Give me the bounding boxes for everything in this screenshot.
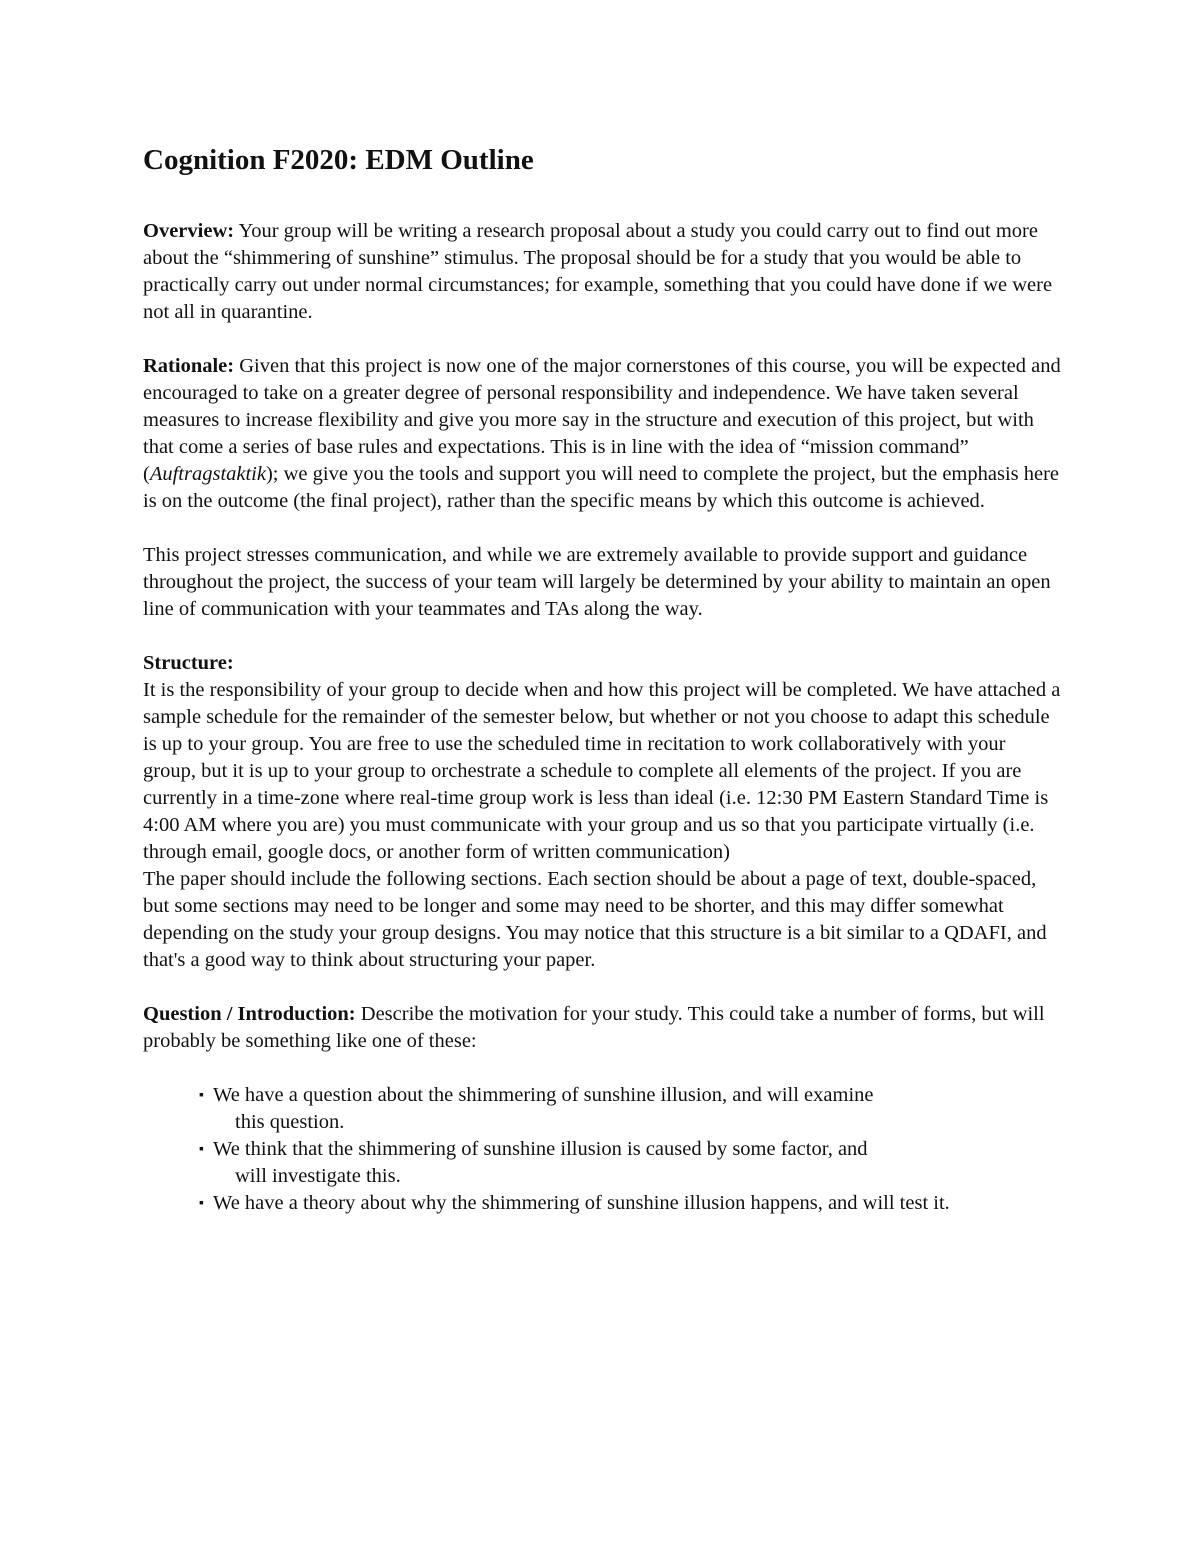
bullet-icon: ▪: [199, 1196, 204, 1211]
paragraph-gap: [143, 974, 1063, 1001]
bullet-text: We have a theory about why the shimmering of sunshine illusion happens, and will test it.: [213, 1192, 950, 1214]
question-paragraph: [143, 1001, 1063, 1055]
overview-paragraph: [143, 218, 1063, 326]
page-title: Cognition F2020: EDM Outline: [143, 144, 534, 176]
paragraph-gap: [143, 515, 1063, 542]
rationale-term: Auftragstaktik: [149, 463, 266, 485]
question-bullet-list: [143, 1082, 1063, 1217]
structure-label: Structure:: [143, 652, 234, 674]
question-label: Question / Introduction:: [143, 1003, 356, 1025]
structure-section: [143, 650, 1063, 866]
rationale-label: Rationale:: [143, 355, 235, 377]
paragraph-gap: [143, 1055, 1063, 1082]
rationale-paragraph: [143, 353, 1063, 515]
bullet-icon: ▪: [199, 1142, 204, 1157]
question-text: Describe the motivation for your study. This could take a number of forms, but will probably be something like one of these:: [143, 1003, 1045, 1052]
bullet-icon: ▪: [199, 1088, 204, 1103]
bullet-text: We have a question about the shimmering of sunshine illusion, and will examine: [213, 1084, 874, 1106]
overview-text: Your group will be writing a research proposal about a study you could carry out to find out more about the “shimmering of sunshine” stimulus. The proposal should be for a study that you would be able to practically carry out under normal circumstances; for example, something that you could have done if we were not all in quarantine.: [143, 220, 1053, 323]
overview-label: Overview:: [143, 220, 235, 242]
paragraph-gap: [143, 326, 1063, 353]
list-item: [199, 1136, 1063, 1190]
bullet-text: We think that the shimmering of sunshine illusion is caused by some factor, and: [213, 1138, 868, 1160]
bullet-text-continued: this question.: [235, 1111, 345, 1133]
list-item: [199, 1082, 1063, 1136]
rationale-text-before: Given that this project is now one of the major cornerstones of this course, you will be expected and encouraged to take on a greater degree of personal responsibility and independence. We have taken several measures to increase flexibility and give you more say in the structure and execution of this project, but with that come a series of base rules and expectations. This is in line with the idea of “mission command” (: [143, 355, 1061, 485]
communication-paragraph: This project stresses communication, and while we are extremely available to provide support and guidance throughout the project, the success of your team will largely be determined by your ability to maintain an open line of communication with your teammates and TAs along the way.: [143, 544, 1051, 620]
rationale-text-after: ); we give you the tools and support you will need to complete the project, but the emphasis here is on the outcome (the final project), rather than the specific means by which this outcome is achieved.: [143, 463, 1060, 512]
document-page: [143, 140, 1063, 1217]
paragraph-gap: [143, 623, 1063, 650]
structure-paragraph-1: It is the responsibility of your group to decide when and how this project will be completed. We have attached a sample schedule for the remainder of the semester below, but whether or not you choose to adapt this schedule is up to your group. You are free to use the scheduled time in recitation to work collaboratively with your group, but it is up to your group to orchestrate a schedule to complete all elements of the project. If you are currently in a time-zone where real-time group work is less than ideal (i.e. 12:30 PM Eastern Standard Time is 4:00 AM where you are) you must communicate with your group and us so that you participate virtually (i.e. through email, google docs, or another form of written communication): [143, 679, 1061, 863]
bullet-text-continued: will investigate this.: [235, 1165, 401, 1187]
structure-paragraph-2: The paper should include the following sections. Each section should be about a page of text, double-spaced, but some sections may need to be longer and some may need to be shorter, and this may differ somewhat depending on the study your group designs. You may notice that this structure is a bit similar to a QDAFI, and that's a good way to think about structuring your paper.: [143, 868, 1047, 971]
list-item: [199, 1190, 1063, 1217]
